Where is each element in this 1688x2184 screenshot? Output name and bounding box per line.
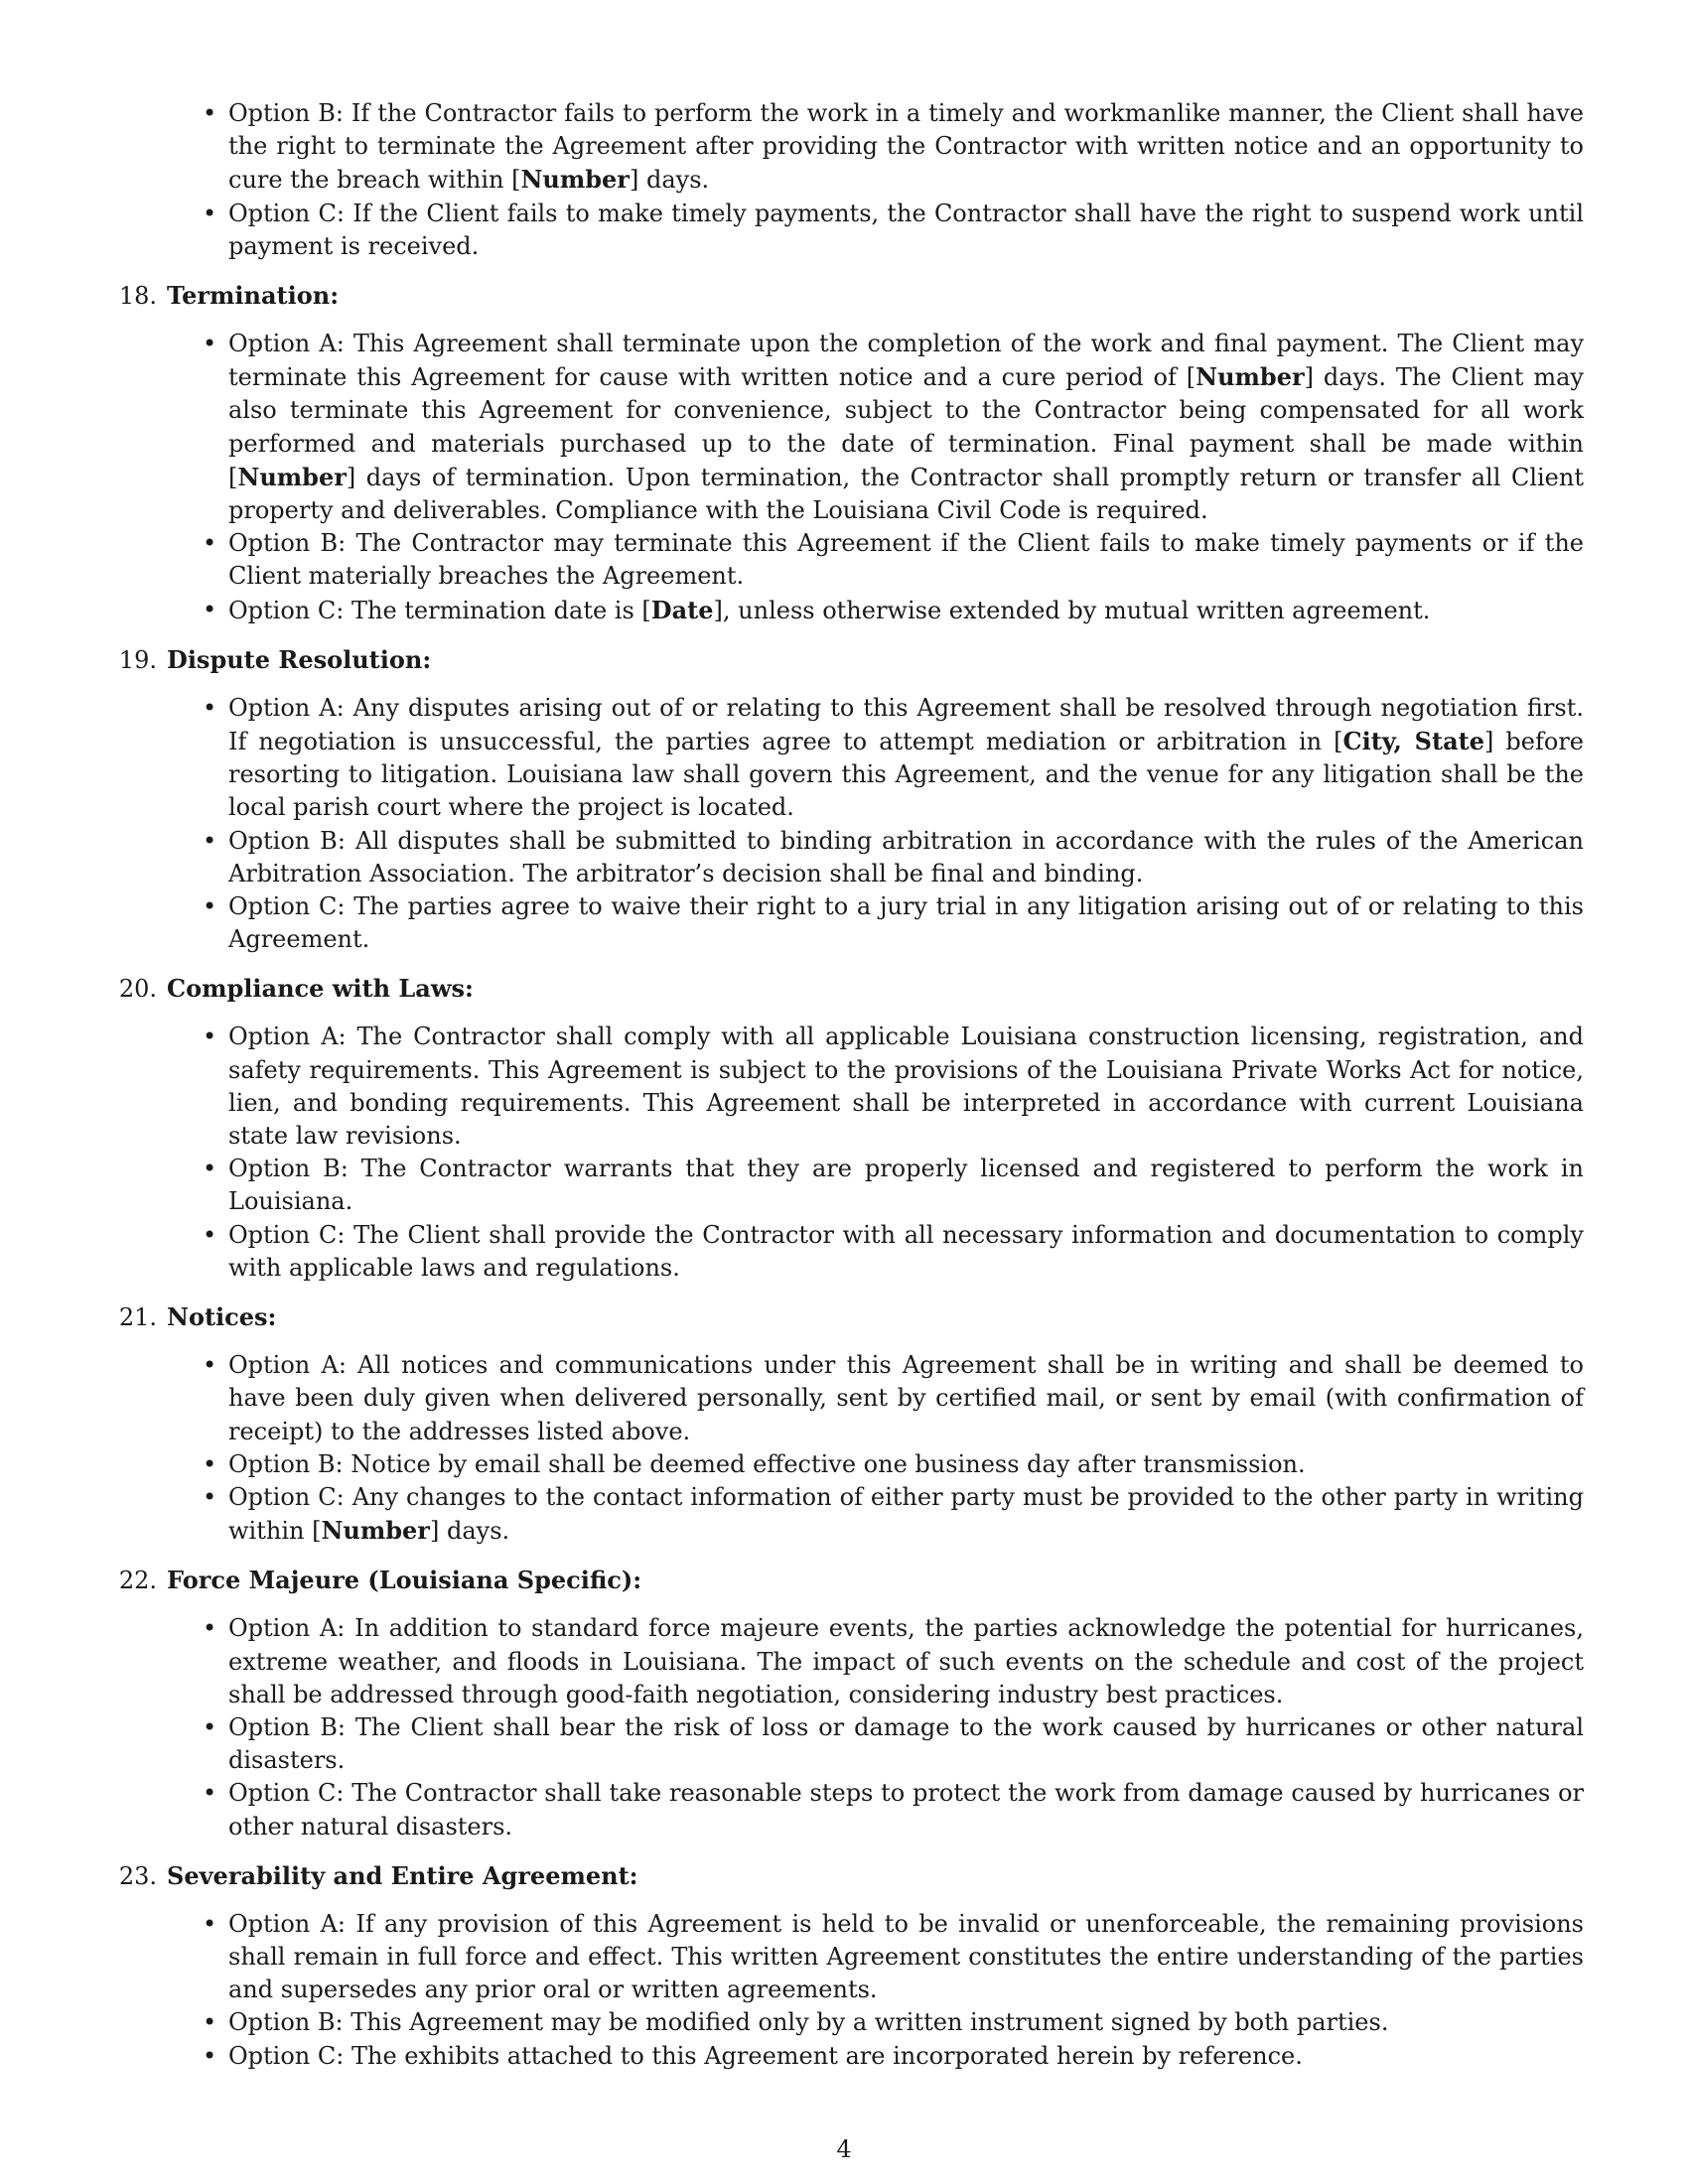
section-heading: [109, 1859, 1584, 1892]
section-title: Notices:: [167, 1302, 277, 1332]
option-item: • Option C: The Contractor shall take reasonable steps to protect the work from damage caused by hurricanes or other natural disasters.: [228, 1777, 1584, 1843]
document-body: [109, 97, 1584, 2073]
continued-option-list: [109, 97, 1584, 263]
placeholder-field: Date: [650, 595, 714, 624]
option-item: • Option B: The Contractor warrants that they are properly licensed and registered to perform the work in Louisiana.: [228, 1153, 1584, 1218]
section-heading: [109, 1300, 1584, 1333]
option-item: • Option A: If any provision of this Agreement is held to be invalid or unenforceable, the remaining provisions shall remain in full force and effect. This written Agreement constitutes the entire understanding of the parties and supersedes any prior oral or written agreements.: [228, 1908, 1584, 2007]
option-item: • Option B: Notice by email shall be deemed effective one business day after transmission.: [228, 1448, 1584, 1481]
section-force-majeure: [109, 1564, 1584, 1843]
option-item: • Option C: If the Client fails to make timely payments, the Contractor shall have the right to suspend work until payment is received.: [228, 198, 1584, 263]
placeholder-field: Number: [321, 1516, 430, 1546]
placeholder-field: Number: [1196, 362, 1305, 392]
option-item: • Option B: The Contractor may terminate this Agreement if the Client fails to make timely payments or if the Client materially breaches the Agreement.: [228, 527, 1584, 593]
option-list: [109, 328, 1584, 627]
option-item: • Option C: Any changes to the contact information of either party must be provided to the other party in writing within [Number] days.: [228, 1481, 1584, 1548]
section-heading: [109, 972, 1584, 1005]
section-number: 19.: [118, 645, 157, 674]
section-title: Dispute Resolution:: [167, 644, 432, 674]
page-number: 4: [836, 2135, 852, 2163]
option-item: • Option A: The Contractor shall comply with all applicable Louisiana construction licensing, registration, and safety requirements. This Agreement is subject to the provisions of the Louisiana Private Works Act for notice, lien, and bonding requirements. This Agreement shall be interpreted in accordance with current Louisiana state law revisions.: [228, 1021, 1584, 1153]
section-heading: [109, 643, 1584, 676]
section-compliance-with-laws: [109, 972, 1584, 1285]
section-title: Severability and Entire Agreement:: [167, 1860, 638, 1890]
option-item: • Option A: This Agreement shall terminate upon the completion of the work and final payment. The Client may terminate this Agreement for cause with written notice and a cure period of [Number] days. The Client may also terminate this Agreement for convenience, subject to the Contractor being compensated for all work performed and materials purchased up to the date of termination. Final payment shall be made within [Number] days of termination. Upon termination, the Contractor shall promptly return or transfer all Client property and deliverables. Compliance with the Louisiana Civil Code is required.: [228, 328, 1584, 527]
section-heading: [109, 1564, 1584, 1596]
option-item: • Option C: The termination date is [Date], unless otherwise extended by mutual written agreement.: [228, 594, 1584, 627]
section-number: 20.: [118, 975, 157, 1004]
section-number: 18.: [118, 282, 157, 311]
section-title: Termination:: [167, 281, 340, 311]
option-item: • Option C: The Client shall provide the Contractor with all necessary information and documentation to comply with applicable laws and regulations.: [228, 1219, 1584, 1285]
option-item: • Option B: This Agreement may be modified only by a written instrument signed by both parties.: [228, 2006, 1584, 2039]
option-item: • Option A: All notices and communications under this Agreement shall be in writing and shall be deemed to have been duly given when delivered personally, sent by certified mail, or sent by email (with confirmation of receipt) to the addresses listed above.: [228, 1349, 1584, 1448]
section-dispute-resolution: [109, 643, 1584, 957]
section-title: Force Majeure (Louisiana Specific):: [167, 1566, 642, 1595]
option-item: • Option C: The parties agree to waive their right to a jury trial in any litigation arising out of or relating to this Agreement.: [228, 890, 1584, 956]
option-item: • Option A: Any disputes arising out of or relating to this Agreement shall be resolved through negotiation first. If negotiation is unsuccessful, the parties agree to attempt mediation or arbitration in [City, State] before resorting to litigation. Louisiana law shall govern this Agreement, and the venue for any litigation shall be the local parish court where the project is located.: [228, 692, 1584, 825]
section-notices: [109, 1300, 1584, 1548]
section-number: 21.: [118, 1303, 157, 1332]
option-list: [109, 1612, 1584, 1843]
option-item: • Option B: The Client shall bear the risk of loss or damage to the work caused by hurricanes or other natural disasters.: [228, 1711, 1584, 1777]
placeholder-field: City, State: [1342, 727, 1484, 756]
option-list: [109, 1908, 1584, 2073]
section-termination: [109, 279, 1584, 627]
option-item: • Option B: All disputes shall be submitted to binding arbitration in accordance with the rules of the American Arbitration Association. The arbitrator’s decision shall be final and binding.: [228, 825, 1584, 890]
option-list: [109, 692, 1584, 957]
section-number: 23.: [118, 1861, 157, 1890]
section-heading: [109, 279, 1584, 312]
section-number: 22.: [118, 1567, 157, 1595]
section-title: Compliance with Laws:: [167, 974, 474, 1004]
option-item: • Option B: If the Contractor fails to perform the work in a timely and workmanlike manner, the Client shall have the right to terminate the Agreement after providing the Contractor with written notice and an opportunity to cure the breach within [Number] days.: [228, 97, 1584, 198]
placeholder-field: Number: [520, 165, 630, 195]
option-item: • Option C: The exhibits attached to this Agreement are incorporated herein by reference.: [228, 2040, 1584, 2073]
option-item: • Option A: In addition to standard force majeure events, the parties acknowledge the potential for hurricanes, extreme weather, and floods in Louisiana. The impact of such events on the schedule and cost of the project shall be addressed through good-faith negotiation, considering industry best practices.: [228, 1612, 1584, 1711]
section-severability: [109, 1859, 1584, 2073]
option-list: [109, 1021, 1584, 1285]
option-list: [109, 1349, 1584, 1548]
placeholder-field: Number: [237, 462, 347, 491]
